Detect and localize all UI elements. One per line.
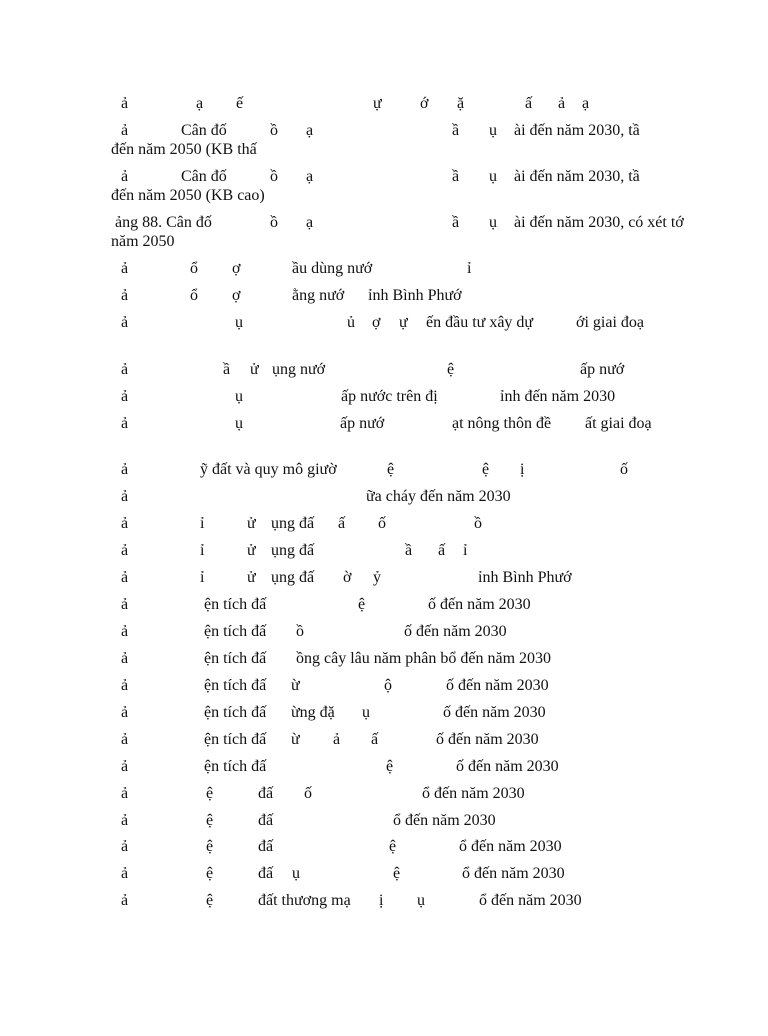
text-fragment: ụng đấ [271,515,315,532]
text-fragment: ụng đấ [271,542,315,559]
text-fragment: ụ [235,388,243,405]
list-line-1 [0,95,590,113]
list-line-21 [0,731,539,749]
text-fragment: ả [121,731,129,748]
text-fragment: ụ [292,865,300,882]
text-fragment: ệ [393,865,401,882]
text-fragment: ồ [296,623,304,640]
text-fragment: ài đến năm 2030, tầ [514,168,640,185]
text-fragment: ố đến năm 2030 [404,623,507,640]
text-fragment: ệ [358,596,366,613]
text-fragment: ạ [306,122,314,139]
list-line-11 [0,461,628,479]
text-fragment: ả [121,461,129,478]
text-fragment: ầu dùng nướ [292,260,373,277]
text-fragment: ỷ [373,569,381,586]
text-fragment: ệ [206,785,214,802]
list-line-3 [0,168,640,186]
list-line-14 [0,542,468,560]
text-fragment: ện tích đấ [204,758,267,775]
text-fragment: ử [247,542,256,559]
text-fragment: ả [121,515,129,532]
text-fragment: ấp nướ [340,415,385,432]
list-line-23 [0,785,525,803]
text-fragment: ả [121,892,129,909]
text-fragment: ả [121,260,129,277]
text-fragment: ổ [190,287,198,304]
text-fragment: ảng 88. Cân đố [115,214,212,231]
text-fragment: ả [121,758,129,775]
text-fragment: ỉ [200,542,205,559]
text-fragment: ả [121,287,129,304]
text-fragment: ử [247,515,256,532]
text-fragment: ố đến năm 2030 [446,677,549,694]
text-fragment: đấ [258,838,274,855]
text-fragment: ổ đến năm 2030 [422,785,525,802]
text-fragment: ồ [474,515,482,532]
text-fragment: ả [121,488,129,505]
text-fragment: ổ [190,260,198,277]
text-fragment: ố [378,515,386,532]
list-line-4 [0,214,684,232]
text-fragment: ới giai đoạ [576,314,644,331]
text-fragment: ả [121,361,129,378]
list-line-13 [0,515,482,533]
text-fragment: ờ [343,569,352,586]
text-fragment: ổ đến năm 2030 [462,865,565,882]
text-fragment: ạt nông thôn đề [452,415,552,432]
text-fragment: ầ [452,168,460,185]
list-line-16 [0,596,531,614]
text-fragment: ự [373,95,382,112]
text-fragment: ệ [206,865,214,882]
list-line-22 [0,758,559,776]
text-fragment: đấ [258,785,274,802]
text-fragment: ài đến năm 2030, có xét tớ [514,214,684,231]
text-fragment: ử [250,361,259,378]
list-line-8 [0,361,625,379]
text-fragment: ụ [362,704,370,721]
text-fragment: đến năm 2050 (KB thấ [111,141,257,158]
text-fragment: ỉ [463,542,468,559]
text-fragment: đấ [258,812,274,829]
text-fragment: ụ [489,122,497,139]
text-fragment: ố [304,785,312,802]
text-fragment: ệ [447,361,455,378]
text-fragment: ạ [196,95,204,112]
text-fragment: ố đến năm 2030 [456,758,559,775]
text-fragment: ồ [270,168,278,185]
text-fragment: ổ đến năm 2030 [479,892,582,909]
text-fragment: ả [121,650,129,667]
text-fragment: ấ [338,515,346,532]
text-fragment: ồ [270,214,278,231]
list-line-7 [0,314,644,332]
text-fragment: ện tích đấ [204,650,267,667]
text-fragment: đấ [258,865,274,882]
text-fragment: ủ [347,314,355,331]
text-fragment: ố [620,461,628,478]
text-fragment: ả [121,542,129,559]
text-fragment: ợ [232,287,241,304]
text-fragment: ệ [386,758,394,775]
text-fragment: ả [121,623,129,640]
text-fragment: ỉ [200,515,205,532]
text-fragment: Cân đố [181,168,227,185]
text-fragment: Cân đố [181,122,227,139]
text-fragment: ả [121,677,129,694]
text-fragment: ụ [235,314,243,331]
text-fragment: ạ [306,214,314,231]
list-line-26 [0,865,565,883]
text-fragment: ất giai đoạ [585,415,652,432]
text-fragment: ợ [232,260,241,277]
list-line-27 [0,892,582,910]
text-fragment: ả [121,865,129,882]
text-fragment: ả [121,314,129,331]
text-fragment: ệ [206,892,214,909]
text-fragment: ệ [482,461,490,478]
text-fragment: ài đến năm 2030, tầ [514,122,640,139]
text-fragment: ả [121,812,129,829]
text-fragment: ồ [270,122,278,139]
text-fragment: ấ [438,542,446,559]
text-fragment: ừ [291,677,300,694]
list-line-9 [0,388,616,406]
text-fragment: ện tích đấ [204,704,267,721]
text-fragment: ấ [371,731,379,748]
text-fragment: ầ [405,542,413,559]
text-fragment: ả [121,785,129,802]
text-fragment: ệ [206,812,214,829]
text-fragment: ị [520,461,525,478]
list-line-3-cont [0,187,265,205]
list-line-20 [0,704,546,722]
text-fragment: ện tích đấ [204,731,267,748]
text-fragment: ả [121,168,129,185]
text-fragment: ấp nướ [580,361,625,378]
text-fragment: ả [121,569,129,586]
text-fragment: ầ [223,361,231,378]
text-fragment: ệ [206,838,214,855]
text-fragment: ố đến năm 2030 [436,731,539,748]
text-fragment: ệ [387,461,395,478]
text-fragment: ồng cây lâu năm phân bổ đến năm 2030 [296,650,552,667]
text-fragment: ả [121,838,129,855]
text-fragment: ổ đến năm 2030 [393,812,496,829]
text-fragment: đất thương mạ [258,892,351,909]
text-fragment: ện tích đấ [204,596,267,613]
text-fragment: ừ [291,731,300,748]
text-fragment: ế [236,95,244,112]
text-fragment: ố đến năm 2030 [443,704,546,721]
text-fragment: ự [399,314,408,331]
list-line-2 [0,122,640,140]
text-fragment: ả [121,122,129,139]
text-fragment: ổ đến năm 2030 [459,838,562,855]
text-fragment: đến năm 2050 (KB cao) [111,187,265,204]
list-line-24 [0,812,496,830]
list-line-5 [0,260,472,278]
text-fragment: ợ [372,314,381,331]
text-fragment: ụ [489,214,497,231]
text-fragment: ử [247,569,256,586]
text-fragment: ả [333,731,341,748]
text-fragment: ụ [417,892,425,909]
text-fragment: ằng nướ [292,287,345,304]
text-fragment: ạ [582,95,590,112]
list-line-4-cont [0,233,175,251]
text-fragment: năm 2050 [111,233,175,250]
list-line-15 [0,569,572,587]
text-fragment: ả [121,704,129,721]
text-fragment: ớ [420,95,429,112]
text-fragment: ị [379,892,384,909]
text-fragment: ầ [452,214,460,231]
text-fragment: ỹ đất và quy mô giườ [200,461,337,478]
text-fragment: ệ [389,838,397,855]
text-fragment: ỉnh Bình Phướ [368,287,462,304]
list-line-19 [0,677,549,695]
text-fragment: ỉ [200,569,205,586]
text-fragment: ụng nướ [272,361,326,378]
list-line-12 [0,488,511,506]
text-fragment: ả [121,596,129,613]
text-fragment: ả [558,95,566,112]
text-fragment: ụng đấ [271,569,315,586]
list-line-25 [0,838,562,856]
text-fragment: ầ [452,122,460,139]
text-fragment: ừng đặ [291,704,335,721]
text-fragment: ả [121,415,129,432]
text-fragment: ữa cháy đến năm 2030 [366,488,511,505]
text-fragment: ện tích đấ [204,677,267,694]
text-fragment: ộ [384,677,392,694]
list-line-10 [0,415,652,433]
text-fragment: ụ [489,168,497,185]
text-fragment: ện tích đấ [204,623,267,640]
list-line-2-cont [0,141,257,159]
text-fragment: ố đến năm 2030 [428,596,531,613]
text-fragment: ả [121,388,129,405]
text-fragment: ấ [525,95,533,112]
list-line-18 [0,650,552,668]
text-fragment: ấp nước trên đị [341,388,438,405]
text-fragment: ỉnh đến năm 2030 [500,388,616,405]
text-fragment: ạ [306,168,314,185]
list-line-17 [0,623,507,641]
text-fragment: ặ [457,95,465,112]
text-fragment: ả [121,95,129,112]
text-fragment: ỉnh Bình Phướ [478,569,572,586]
text-fragment: ụ [235,415,243,432]
text-fragment: ỉ [467,260,472,277]
list-line-6 [0,287,462,305]
text-fragment: ến đầu tư xây dự [426,314,534,331]
